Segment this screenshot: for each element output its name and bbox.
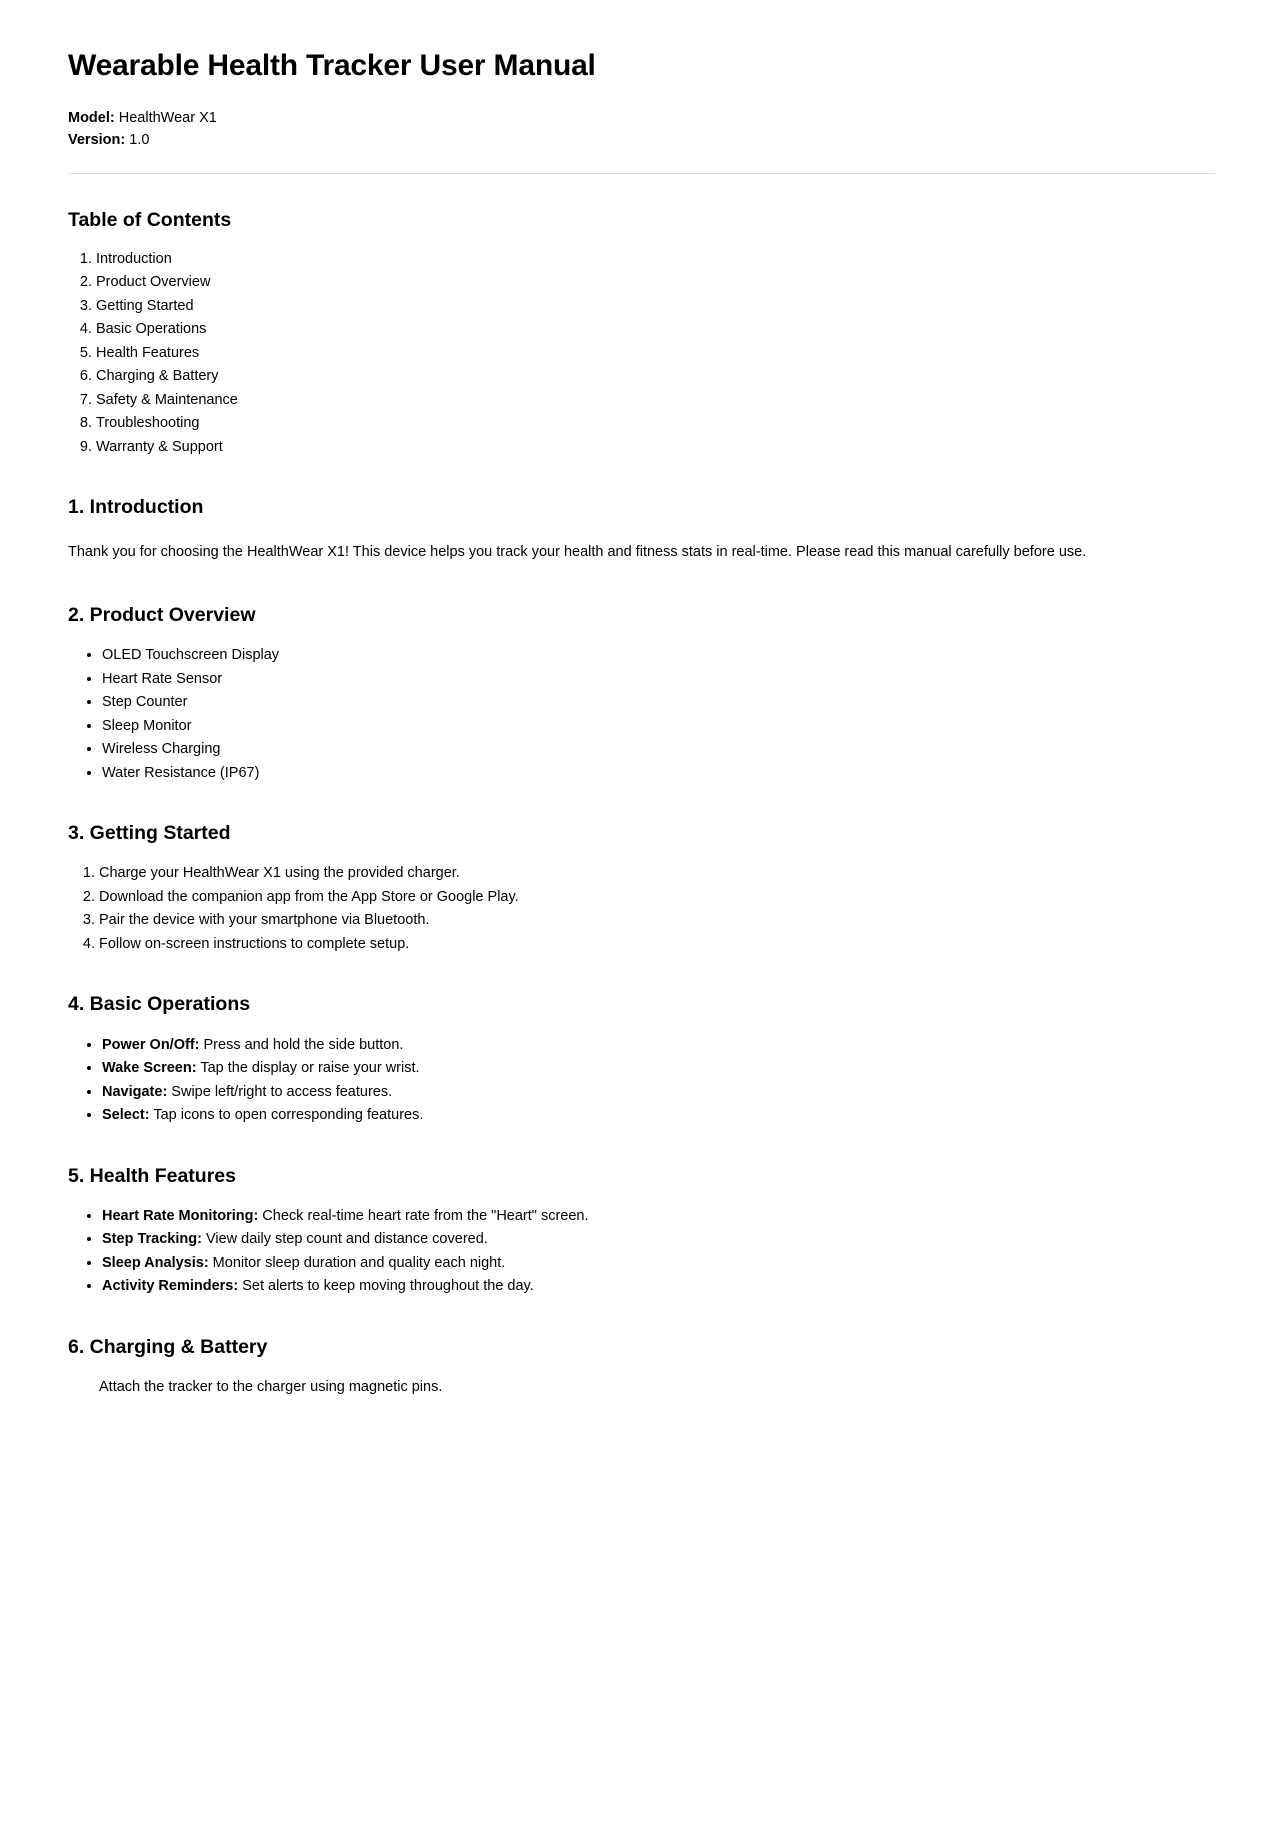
section-heading-health-features: 5. Health Features	[68, 1164, 236, 1187]
model-line	[68, 107, 1175, 129]
term-label: Heart Rate Monitoring:	[102, 1207, 259, 1224]
list-item	[102, 1252, 1175, 1275]
getting-started-step-list	[68, 862, 1175, 956]
toc-item[interactable]: 2. Product Overview	[96, 271, 1175, 294]
list-item	[102, 1104, 1175, 1127]
term-description: Tap icons to open corresponding features.	[149, 1107, 424, 1124]
toc-item[interactable]: 4. Basic Operations	[96, 318, 1175, 341]
term-label: Step Tracking:	[102, 1231, 202, 1248]
introduction-paragraph: Thank you for choosing the HealthWear X1! This device helps you track your health and fitness stats in real-time. Please read this manual carefully before use.	[68, 544, 1087, 561]
list-item	[102, 1034, 1175, 1057]
health-features-list	[68, 1205, 1175, 1299]
page-title: Wearable Health Tracker User Manual	[68, 49, 596, 82]
model-label: Model:	[68, 109, 115, 126]
term-description: Check real-time heart rate from the "Heart" screen.	[258, 1207, 589, 1224]
toc-item[interactable]: 6. Charging & Battery	[96, 365, 1175, 388]
term-label: Sleep Analysis:	[102, 1254, 209, 1271]
term-description: Set alerts to keep moving throughout the day.	[238, 1278, 534, 1295]
list-item	[102, 1205, 1175, 1228]
version-value: 1.0	[129, 131, 150, 148]
version-label: Version:	[68, 131, 126, 148]
list-item	[102, 1057, 1175, 1080]
header-divider	[68, 173, 1215, 174]
model-value: HealthWear X1	[118, 109, 217, 126]
table-of-contents-heading: Table of Contents	[68, 209, 232, 232]
list-item: • Heart Rate Sensor	[102, 668, 1175, 691]
term-label: Navigate:	[102, 1083, 168, 1100]
charging-battery-clipped-content	[68, 1376, 1175, 1396]
list-item: • Sleep Monitor	[102, 715, 1175, 738]
list-item	[102, 1275, 1175, 1298]
toc-item[interactable]: 1. Introduction	[96, 248, 1175, 271]
toc-item[interactable]: 5. Health Features	[96, 342, 1175, 365]
term-description: View daily step count and distance covered.	[201, 1231, 488, 1248]
toc-item[interactable]: 8. Troubleshooting	[96, 412, 1175, 435]
term-label: Wake Screen:	[102, 1060, 197, 1077]
list-item: 1. Charge your HealthWear X1 using the provided charger.	[99, 862, 1175, 885]
toc-item[interactable]: 7. Safety & Maintenance	[96, 389, 1175, 412]
list-item: 4. Follow on-screen instructions to complete setup.	[99, 933, 1175, 956]
list-item: • Water Resistance (IP67)	[102, 762, 1175, 785]
list-item: 2. Download the companion app from the App Store or Google Play.	[99, 886, 1175, 909]
section-heading-product-overview: 2. Product Overview	[68, 603, 256, 626]
charging-battery-list	[68, 1376, 1175, 1399]
section-heading-charging-battery: 6. Charging & Battery	[68, 1335, 268, 1358]
term-description: Tap the display or raise your wrist.	[196, 1060, 420, 1077]
toc-item[interactable]: 3. Getting Started	[96, 295, 1175, 318]
list-item: 3. Pair the device with your smartphone via Bluetooth.	[99, 909, 1175, 932]
basic-operations-list	[68, 1034, 1175, 1128]
list-item: Attach the tracker to the charger using magnetic pins.	[99, 1379, 443, 1396]
section-heading-getting-started: 3. Getting Started	[68, 822, 231, 844]
version-line	[68, 129, 1175, 151]
term-description: Monitor sleep duration and quality each night.	[208, 1254, 506, 1271]
table-of-contents-list	[68, 248, 1175, 459]
term-description: Swipe left/right to access features.	[167, 1083, 393, 1100]
toc-item[interactable]: 9. Warranty & Support	[96, 436, 1175, 459]
term-description: Press and hold the side button.	[199, 1036, 404, 1053]
list-item: • OLED Touchscreen Display	[102, 644, 1175, 667]
section-heading-basic-operations: 4. Basic Operations	[68, 993, 251, 1016]
list-item	[102, 1081, 1175, 1104]
list-item: • Step Counter	[102, 691, 1175, 714]
section-heading-introduction: 1. Introduction	[68, 496, 204, 519]
list-item: • Wireless Charging	[102, 738, 1175, 761]
list-item	[102, 1228, 1175, 1251]
term-label: Activity Reminders:	[102, 1278, 239, 1295]
product-feature-list	[68, 644, 1175, 785]
term-label: Select:	[102, 1107, 150, 1124]
term-label: Power On/Off:	[102, 1036, 200, 1053]
